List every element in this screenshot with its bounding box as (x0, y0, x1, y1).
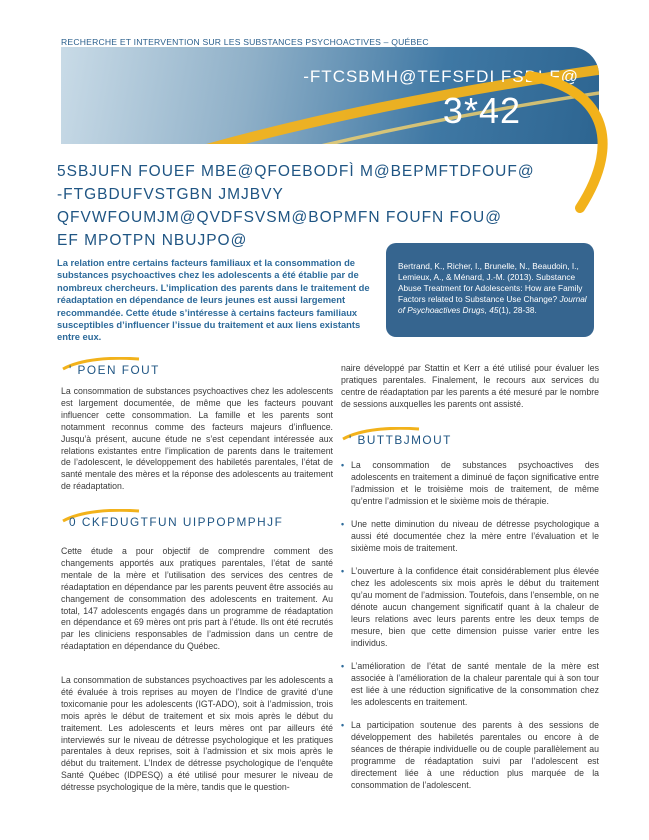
context-paragraph: La consommation de substances psychoactives chez les adolescents est largement documentée, de même que les facteurs pouvant influencer cette consommation. La famille et les parents sont notamment reconnus comme des facteurs majeurs d’influence. Jusqu’à présent, aucune étude ne s’est cependant intéressée aux relations existantes entre l’implication de parents dans le traitement de l’adolescent, le développement des habiletés parentales, l’état de santé mentale des mères et la réponse des adolescents au traitement de réadaptation. (61, 386, 333, 492)
list-item (341, 460, 599, 508)
publisher-label: RECHERCHE ET INTERVENTION SUR LES SUBSTANCES PSYCHOACTIVES – QUÉBEC (61, 37, 429, 47)
section-heading-text: 0 CKFDUGTFUN UIPPOPMPHJF (69, 515, 284, 529)
citation-journal: Journal of Psychoactives Drugs, 45 (398, 294, 587, 315)
header-banner (61, 47, 599, 144)
results-list (341, 460, 599, 803)
intro-paragraph: La relation entre certains facteurs familiaux et la consommation de substances psychoactives chez les adolescents a été établie par de nombreux chercheurs. L’implication des parents dans le traitement de réadaptation en dépendance de leurs jeunes est aussi largement recommandée. Cette étude s’intéresse à certains facteurs familiaux susceptibles d’influencer l’issue du traitement et aux liens existants entre eux. (57, 257, 370, 343)
list-item-text: L’amélioration de l’état de santé mentale de la mère est associée à l’amélioration de la chaleur parentale qui à son tour est liée à une réduction significative de la consommation chez les adolescents en traitement. (351, 661, 599, 707)
list-item (341, 566, 599, 649)
citation-authors: Bertrand, K., Richer, I., Brunelle, N., Beaudoin, I., Lemieux, A., & Ménard, J.-M. (2013). Substance Abuse Treatment for Adolescents: How are Family Factors related to Substance Use Change? (398, 261, 583, 304)
list-item-text: L’ouverture à la confidence était considérablement plus élevée chez les adolescents six mois après le début du traitement qu’au moment de l’admission. Toutefois, dans l’ensemble, on ne dénote aucun changement significatif quant à la chaleur de leurs relations avec leurs parents entre les deux temps de mesure, bien que cette dimension puisse varier entre les individus. (351, 566, 599, 648)
title-line: 5SBJUFN FOUEF MBE@QFOEBODFÌ M@BEPMFTDFOUF@ (57, 163, 535, 180)
section-heading-text: ' POEN FOUT (69, 363, 160, 377)
title-line: -FTGBDUFVSTGBN JMJBVY QFVWFOUMJM@QVDFSVSM@BOPMFN FOUFN FOU@ (57, 186, 502, 226)
citation-box (386, 243, 594, 337)
banner-code: 3*42 (442, 90, 521, 131)
citation-text (398, 261, 588, 316)
banner-title: -FTCSBMH@TEFSFDI FSDI F@ (303, 67, 579, 86)
objective-paragraph-2: La consommation de substances psychoactives par les adolescents a été évaluée à trois reprises au moyen de l’Indice de gravité d’une toxicomanie pour les adolescents (IGT-ADO), soit à l’admission, trois mois après le début de traitement et six mois après le début du traitement. Les adolescents et leurs mères ont par ailleurs été interviewés sur le niveau de détresse psychologique et les pratiques parentales à deux reprises, soit à l’admission et six mois après le début du traitement. L’Index de détresse psychologique de l’enquête Santé Québec (IDPESQ) a été utilisé pour mesurer le niveau de détresse psychologique de la mère, tandis que le question- (61, 675, 333, 793)
list-item-text: La consommation de substances psychoactives des adolescents en traitement a diminué de façon significative entre l’admission et le troisième mois de traitement, de même qu’entre l’admission et le sixième mois de thérapie. (351, 460, 599, 506)
bullet-icon: • (341, 519, 345, 530)
title-line: EF MPOTPN NBUJPO@ (57, 232, 248, 249)
list-item (341, 661, 599, 709)
objective-paragraph-3: naire développé par Stattin et Kerr a été utilisé pour évaluer les pratiques parentales. Finalement, le recours aux services du centre de réadaptation par les parents a été mesuré par le nombre de sessions auxquelles les parents ont assisté. (341, 363, 599, 409)
document-title (57, 160, 577, 252)
section-heading-text: ' BUTTBJMOUT (349, 433, 452, 447)
bullet-icon: • (341, 661, 345, 672)
list-item-text: La participation soutenue des parents à des sessions de développement des habiletés parentales ou encore à de séances de thérapie individuelle ou de couple parallèlement au programme de réadaptation suivi par l’adolescent est directement liée à une réduction plus marquée de la consommation de l’adolescent. (351, 720, 599, 790)
bullet-icon: • (341, 720, 345, 731)
objective-paragraph-1: Cette étude a pour objectif de comprendre comment des changements apportés aux pratiques parentales, l’état de santé mentale de la mère et l’utilisation des services des centres de réadaptation en dépendance par les parents peuvent être associés au changement de consommation des adolescents en traitement. Au total, 147 adolescents engagés dans un programme de réadaptation en dépendance et 69 mères ont pris part à l’étude. Ils ont été recrutés par les cliniciens responsables de l’admission dans un centre de réadaptation en dépendance du Québec. (61, 546, 333, 652)
bullet-icon: • (341, 566, 345, 577)
list-item (341, 519, 599, 555)
bullet-icon: • (341, 460, 345, 470)
list-item (341, 720, 599, 791)
list-item-text: Une nette diminution du niveau de détresse psychologique a aussi été documentée chez la mère entre l’évaluation et le sixième mois de traitement. (351, 519, 599, 553)
citation-issue: (1), 28-38. (498, 305, 537, 315)
